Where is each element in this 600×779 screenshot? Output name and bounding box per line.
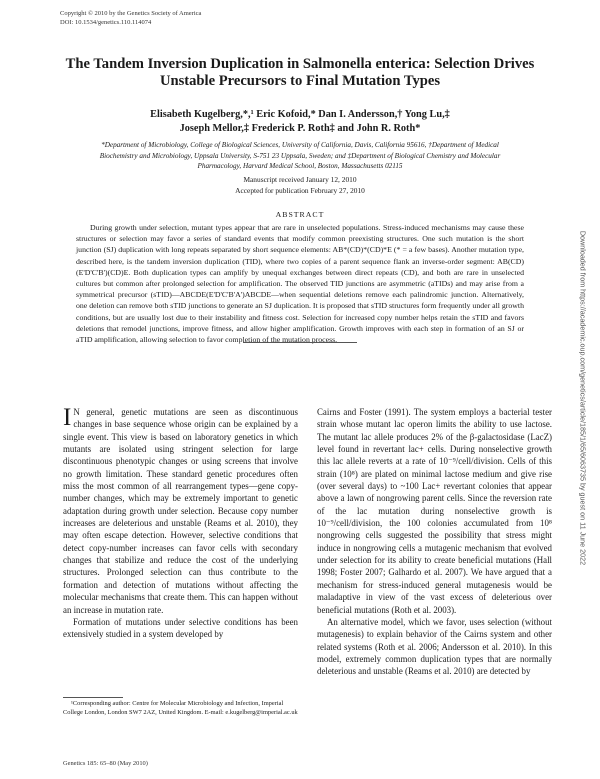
authors-line-2: Joseph Mellor,‡ Frederick P. Roth‡ and John R. Roth* xyxy=(179,123,421,134)
article-title xyxy=(40,56,560,90)
corresponding-author-footnote: ¹Corresponding author: Centre for Molecular Microbiology and Infection, Imperial College London, London SW7 2AZ, United Kingdom. E-mail: e.kugelberg@imperial.ac.uk xyxy=(63,700,298,716)
author-list xyxy=(40,108,560,136)
intro-paragraph-2: Formation of mutations under selective conditions has been extensively studied in a system developed by xyxy=(63,616,298,640)
title-line-2: Unstable Precursors to Final Mutation Types xyxy=(159,73,441,89)
journal-footer: Genetics 185: 65–80 (May 2010) xyxy=(63,760,148,767)
affiliation-line-1: *Department of Microbiology, College of Biological Sciences, University of California, Davis, California 95616, †Department of Medical xyxy=(101,141,499,149)
doi-line: DOI: 10.1534/genetics.110.114074 xyxy=(60,18,152,26)
body-paragraph-1: Cairns and Foster (1991). The system employs a bacterial tester strain whose mutant lac operon limits the ability to use lactose. The mutant lac allele produces 2% of the β-galactosidase (LacZ) level found in revertant lac+ cells. During nonselective growth this lac allele reverts at a rate of 10⁻⁹/cell/division. Cells of this strain (10⁸) are plated on minimal lactose medium and give rise (over several days) to ~100 Lac+ revertant colonies that appear above a lawn of nongrowing parent cells. Since the reversion rate of the lac mutation during nonselective growth is 10⁻⁹/cell/division, the 100 colonies accumulated from 10⁸ nongrowing cells suggested the possibility that stress might induce in nongrowing cells a mutagenic mechanism that evolved under selection for its ability to create beneficial mutations (Hall 1998; Foster 2007; Galhardo et al. 2007). We have argued that a mechanism for stress-induced general mutagenesis would be maladaptive in view of the vast excess of deleterious over beneficial mutations (Roth et al. 2003). xyxy=(317,407,552,615)
accepted-date: Accepted for publication February 27, 2010 xyxy=(235,185,365,195)
authors-line-1: Elisabeth Kugelberg,*,¹ Eric Kofoid,* Dan I. Andersson,† Yong Lu,‡ xyxy=(150,109,450,120)
affiliation-line-3: Pharmacology, Harvard Medical School, Boston, Massachusetts 02115 xyxy=(197,162,403,170)
abstract-heading: ABSTRACT xyxy=(275,210,325,219)
drop-cap: I xyxy=(63,404,72,431)
footnote-divider xyxy=(63,697,123,698)
abstract-divider xyxy=(243,342,357,343)
intro-paragraph-1 xyxy=(63,406,298,616)
received-date: Manuscript received January 12, 2010 xyxy=(243,175,357,184)
abstract-text: During growth under selection, mutant types appear that are rare in unselected populations. Stress-induced mechanisms may cause these structures or selection may favor a series of standard events that modify common preexisting structures. One such mutation is the short junction (SJ) duplication with long repeats separated by short sequence elements: AB*(CD)*(CD)*E (* = a few bases). Another mutation type, described here, is the tandem inversion duplication (TID), where two copies of a parent sequence flank an inverse-order segment: AB(CD)(E'D'C'B')(CD)E. Both duplication types can amplify by unequal exchanges between direct repeats (CD), and both are rare in unselected cultures but common after prolonged selection for amplification. The observed TID junctions are asymmetric (aTIDs) and may arise from a symmetrical precursor (sTID)—ABCDE(E'D'C'B'A')ABCDE—when sequential deletions remove each palindromic junction. Alternatively, one deletion can remove both sTID junctions to generate an SJ duplication. It is proposed that sTID structures form frequently under all growth conditions, but are usually lost due to their instability and fitness cost. Selection for increased copy number helps retain the sTID and favors deletions that remodel junctions, improve fitness, and allow higher amplification. Growth improves with each step in formation of an SJ or aTID amplification, allowing selection to favor completion of the mutation process. xyxy=(76,223,524,345)
affiliation-line-2: Biochemistry and Microbiology, Uppsala University, S-751 23 Uppsala, Sweden; and ‡Department of Biological Chemistry and Molecular xyxy=(99,151,501,160)
copyright-header xyxy=(60,10,201,27)
download-watermark: Downloaded from https://academic.oup.com/genetics/article/185/1/65/6063735 by guest on 11 June 2022 xyxy=(578,230,588,566)
affiliations xyxy=(58,140,542,172)
intro-paragraph-1-text: N general, genetic mutations are seen as discontinuous changes in base sequence whose origin can be explained by a single event. This view is based on laboratory genetics in which mutants are isolated using stringent selection for large discontinuous phenotypic changes or using screens that involve no growth limitation. These standard genetic procedures often miss the most common of all rearrangement types—gene copy-number changes, which may be extremely important to genetic adaptation during growth under selection. Because copy number increases are deleterious and unstable (Reams et al. 2010), they may often escape detection. However, selective conditions that detect copy-number increases can favor cells with secondary changes that stabilize and reduce the cost of the underlying structures. Prolonged selection can thus contribute to the formation and detection of mutations without affecting the molecular mechanisms that create them. This can happen without an increase in mutation rate. xyxy=(63,407,298,615)
publication-dates xyxy=(40,175,560,196)
title-line-1: The Tandem Inversion Duplication in Salmonella enterica: Selection Drives xyxy=(65,56,535,72)
body-column-left xyxy=(63,406,298,641)
body-column-right xyxy=(317,406,552,678)
body-paragraph-2: An alternative model, which we favor, uses selection (without mutagenesis) to explain behavior of the Cairns system and other related systems (Roth et al. 2006; Andersson et al. 2010). In this model, extremely common duplication types that are normally deleterious and unstable (Reams et al. 2010) are detected by xyxy=(317,616,552,677)
copyright-line: Copyright © 2010 by the Genetics Society of America xyxy=(60,10,202,17)
